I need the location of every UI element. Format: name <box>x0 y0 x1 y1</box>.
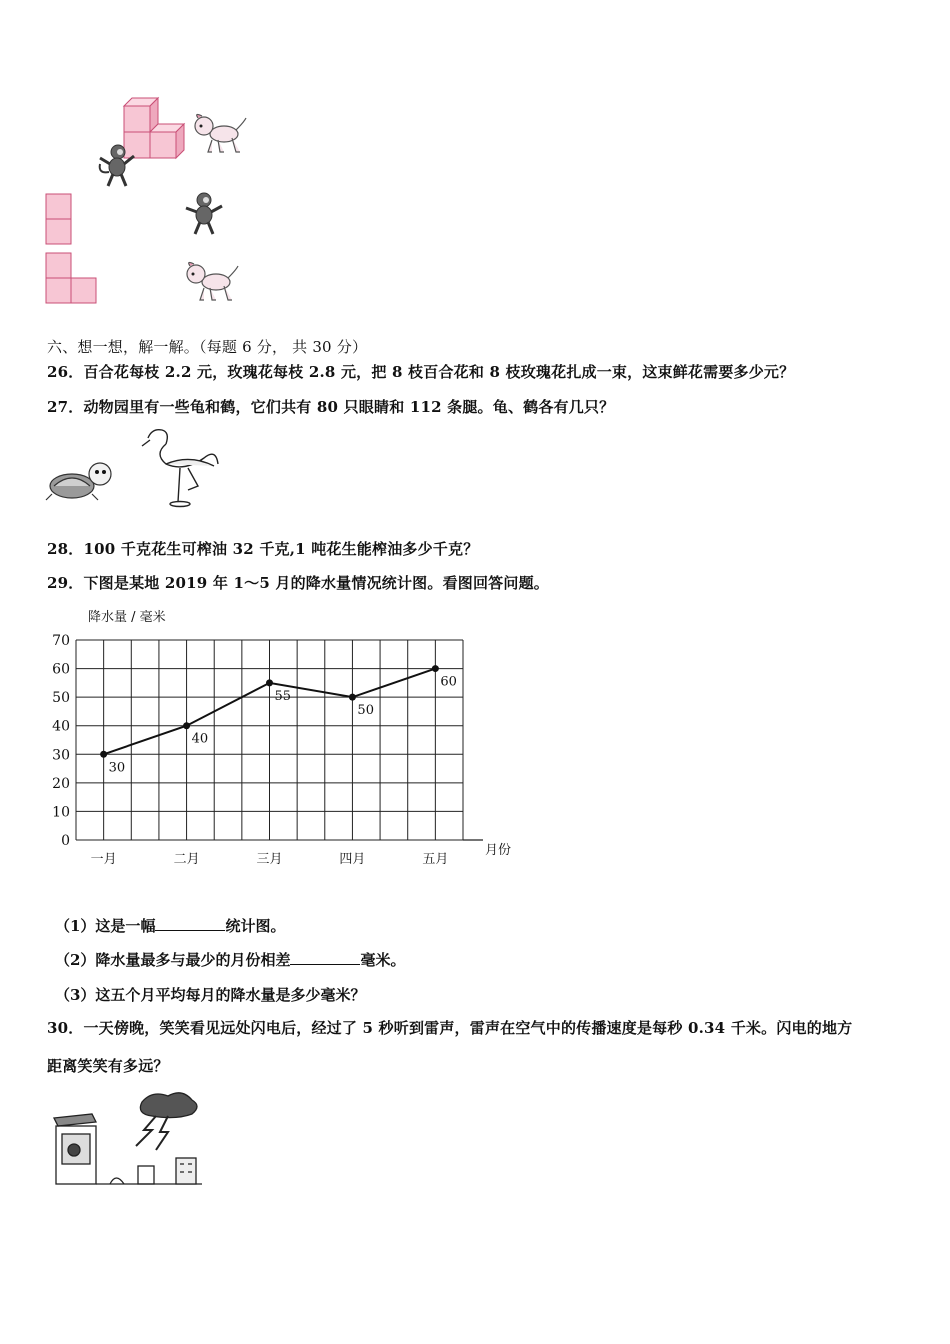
question-29: 29．下图是某地 2019 年 1～5 月的降水量情况统计图。看图回答问题。 <box>47 574 549 592</box>
x-tick-label: 二月 <box>173 852 200 867</box>
y-axis-label: 降水量 / 毫米 <box>88 610 166 625</box>
question-29-part-1 <box>55 915 285 936</box>
question-29-part-2 <box>55 949 405 970</box>
x-axis-label: 月份 <box>485 843 512 858</box>
y-tick-label: 70 <box>52 633 70 649</box>
question-29-part-3: （3）这五个月平均每月的降水量是多少毫米？ <box>55 986 366 1004</box>
q29-part1-text-b: 统计图。 <box>225 917 286 935</box>
precipitation-line-chart <box>40 600 540 880</box>
question-30-line-1: 30．一天傍晚，笑笑看见远处闪电后，经过了 5 秒听到雷声，雷声在空气中的传播速度是每秒 0.34 千米。闪电的地方 <box>47 1019 853 1037</box>
q29-part2-blank[interactable] <box>290 950 360 965</box>
q29-part2-text-b: 毫米。 <box>360 951 406 969</box>
y-tick-label: 50 <box>52 690 70 707</box>
x-tick-label: 五月 <box>422 852 449 867</box>
data-label: 40 <box>191 731 209 747</box>
x-tick-label: 三月 <box>256 852 283 867</box>
question-26: 26．百合花每枝 2.2 元，玫瑰花每枝 2.8 元，把 8 枝百合花和 8 枝玫瑰花扎成一束，这束鲜花需要多少元？ <box>47 363 795 381</box>
question-30-line-2: 距离笑笑有多远？ <box>47 1057 169 1075</box>
crane-icon <box>140 424 224 508</box>
turtle-icon <box>44 456 116 504</box>
x-tick-label: 一月 <box>90 852 117 867</box>
data-point <box>183 722 190 729</box>
data-point <box>349 694 356 701</box>
lightning-scene-icon <box>52 1088 202 1186</box>
section-heading: 六、想一想，解一解。（每题 6 分， 共 30 分） <box>47 338 368 356</box>
x-tick-label: 四月 <box>339 852 366 867</box>
y-tick-label: 40 <box>52 718 70 735</box>
question-28: 28．100 千克花生可榨油 32 千克,1 吨花生能榨油多少千克？ <box>47 540 479 558</box>
data-label: 50 <box>357 703 374 719</box>
y-tick-label: 60 <box>52 661 70 678</box>
cube-l-shape-icon <box>45 252 99 304</box>
monkey-icon <box>94 142 138 188</box>
y-tick-label: 30 <box>52 747 70 764</box>
data-point <box>266 679 273 686</box>
y-tick-label: 20 <box>52 775 70 792</box>
data-point <box>100 751 107 758</box>
dog-icon-2 <box>182 260 240 304</box>
q29-part1-text-a: （1）这是一幅 <box>55 917 156 935</box>
q29-part1-blank[interactable] <box>155 916 225 931</box>
data-point <box>432 665 439 672</box>
data-label: 30 <box>108 760 126 776</box>
y-tick-label: 0 <box>61 833 70 849</box>
data-label: 60 <box>440 674 457 690</box>
monkey-icon-2 <box>182 190 226 236</box>
dog-icon <box>190 112 248 156</box>
cube-column-icon <box>45 193 73 245</box>
data-label: 55 <box>274 688 292 704</box>
question-27: 27．动物园里有一些龟和鹤，它们共有 80 只眼睛和 112 条腿。龟、鹤各有几只？ <box>47 398 615 416</box>
q29-part2-text-a: （2）降水量最多与最少的月份相差 <box>55 951 291 969</box>
y-tick-label: 10 <box>52 804 70 821</box>
